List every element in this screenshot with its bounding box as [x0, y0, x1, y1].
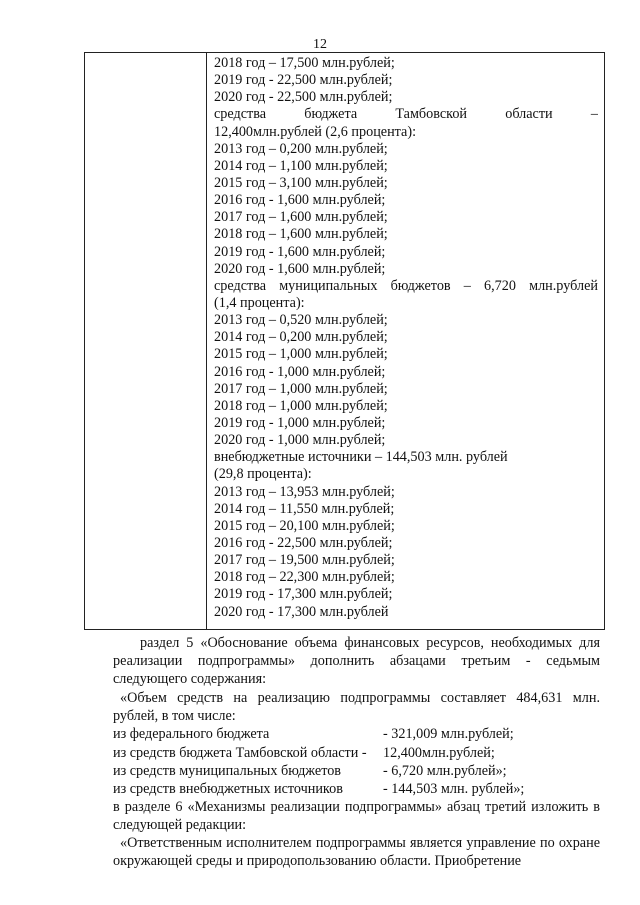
table-line: 12,400млн.рублей (2,6 процента): — [214, 123, 417, 140]
table-line: 2015 год – 3,100 млн.рублей; — [214, 174, 388, 191]
table-line — [214, 278, 598, 295]
funding-source-name: из средств внебюджетных источников — [113, 780, 343, 797]
table-line-word: 6,720 — [484, 277, 516, 294]
table-line: 2018 год – 1,000 млн.рублей; — [214, 397, 388, 414]
section5-paragraph: раздел 5 «Обоснование объема финансовых ресурсов, необходимых для реализации подпрограммы» дополнить абзацами третьим - седьмым следующего содержания: — [113, 635, 600, 688]
table-line: 2016 год - 22,500 млн.рублей; — [214, 534, 393, 551]
amendment-text — [113, 634, 600, 870]
table-line: 2017 год – 1,000 млн.рублей; — [214, 380, 388, 397]
table-line: 2019 год - 22,500 млн.рублей; — [214, 72, 393, 89]
table-line: 2019 год - 1,000 млн.рублей; — [214, 414, 386, 431]
table-line: 2013 год – 0,200 млн.рублей; — [214, 140, 388, 157]
table-line: 2018 год – 22,300 млн.рублей; — [214, 569, 395, 586]
table-line-word: средства — [214, 277, 267, 294]
table-line — [214, 106, 598, 123]
table-line: 2016 год - 1,600 млн.рублей; — [214, 192, 386, 209]
table-line-word: – — [590, 106, 598, 123]
table-line: 2015 год – 1,000 млн.рублей; — [214, 346, 388, 363]
funding-source-value: 12,400млн.рублей; — [383, 744, 495, 761]
table-line: 2013 год – 13,953 млн.рублей; — [214, 483, 395, 500]
responsible-paragraph: «Ответственным исполнителем подпрограммы является управление по охране окружающей среды и природопользованию области. Приобретение — [113, 835, 600, 870]
table-line: 2014 год – 11,550 млн.рублей; — [214, 500, 395, 517]
funding-source-name: из средств муниципальных бюджетов — [113, 762, 342, 779]
table-line: 2018 год – 17,500 млн.рублей; — [214, 55, 395, 71]
table-line-word: муниципальных — [279, 277, 378, 294]
table-line: (1,4 процента): — [214, 294, 305, 311]
table-line: 2020 год - 1,000 млн.рублей; — [214, 432, 386, 449]
table-line: (29,8 процента): — [214, 466, 312, 483]
table-line: 2016 год - 1,000 млн.рублей; — [214, 363, 386, 380]
table-line: 2020 год - 1,600 млн.рублей; — [214, 260, 386, 277]
table-line: 2020 год - 17,300 млн.рублей — [214, 603, 389, 620]
table-line: 2017 год – 19,500 млн.рублей; — [214, 552, 395, 569]
table-line: 2018 год – 1,600 млн.рублей; — [214, 226, 388, 243]
section6-paragraph: в разделе 6 «Механизмы реализации подпрограммы» абзац третий изложить в следующей редакции: — [113, 798, 600, 833]
table-line-word: средства — [214, 106, 267, 123]
funding-source-value: - 321,009 млн.рублей; — [383, 726, 514, 743]
funding-sources-list — [113, 725, 600, 797]
table-line-word: бюджета — [304, 106, 358, 123]
table-line: 2015 год – 20,100 млн.рублей; — [214, 517, 395, 534]
funding-source-row — [113, 780, 600, 798]
financing-cell — [214, 55, 598, 621]
funding-source-name: из средств бюджета Тамбовской области - — [113, 744, 367, 761]
table-line: 2014 год – 1,100 млн.рублей; — [214, 157, 388, 174]
page-number: 12 — [313, 37, 327, 52]
table-line-word: области — [505, 106, 553, 123]
table-line: 2017 год – 1,600 млн.рублей; — [214, 209, 388, 226]
table-column-divider — [206, 53, 207, 629]
funding-source-value: - 144,503 млн. рублей»; — [383, 780, 525, 797]
table-line: 2014 год – 0,200 млн.рублей; — [214, 329, 388, 346]
table-line: 2019 год - 17,300 млн.рублей; — [214, 586, 393, 603]
table-line: 2019 год - 1,600 млн.рублей; — [214, 243, 386, 260]
funding-source-value: - 6,720 млн.рублей»; — [383, 762, 507, 779]
funding-source-row — [113, 725, 600, 743]
table-line: внебюджетные источники – 144,503 млн. рублей — [214, 449, 508, 466]
table-line-word: – — [463, 277, 471, 294]
table-line-word: Тамбовской — [395, 106, 468, 123]
funding-source-row — [113, 762, 600, 780]
table-line-word: бюджетов — [390, 277, 451, 294]
table-line-word: млн.рублей — [529, 277, 598, 294]
table-line: 2013 год – 0,520 млн.рублей; — [214, 312, 388, 329]
funding-source-row — [113, 744, 600, 762]
quote-paragraph: «Объем средств на реализацию подпрограммы составляет 484,631 млн. рублей, в том числе: — [113, 690, 600, 725]
financing-table — [84, 52, 605, 630]
funding-source-name: из федерального бюджета — [113, 726, 270, 743]
table-line: 2020 год - 22,500 млн.рублей; — [214, 89, 393, 106]
